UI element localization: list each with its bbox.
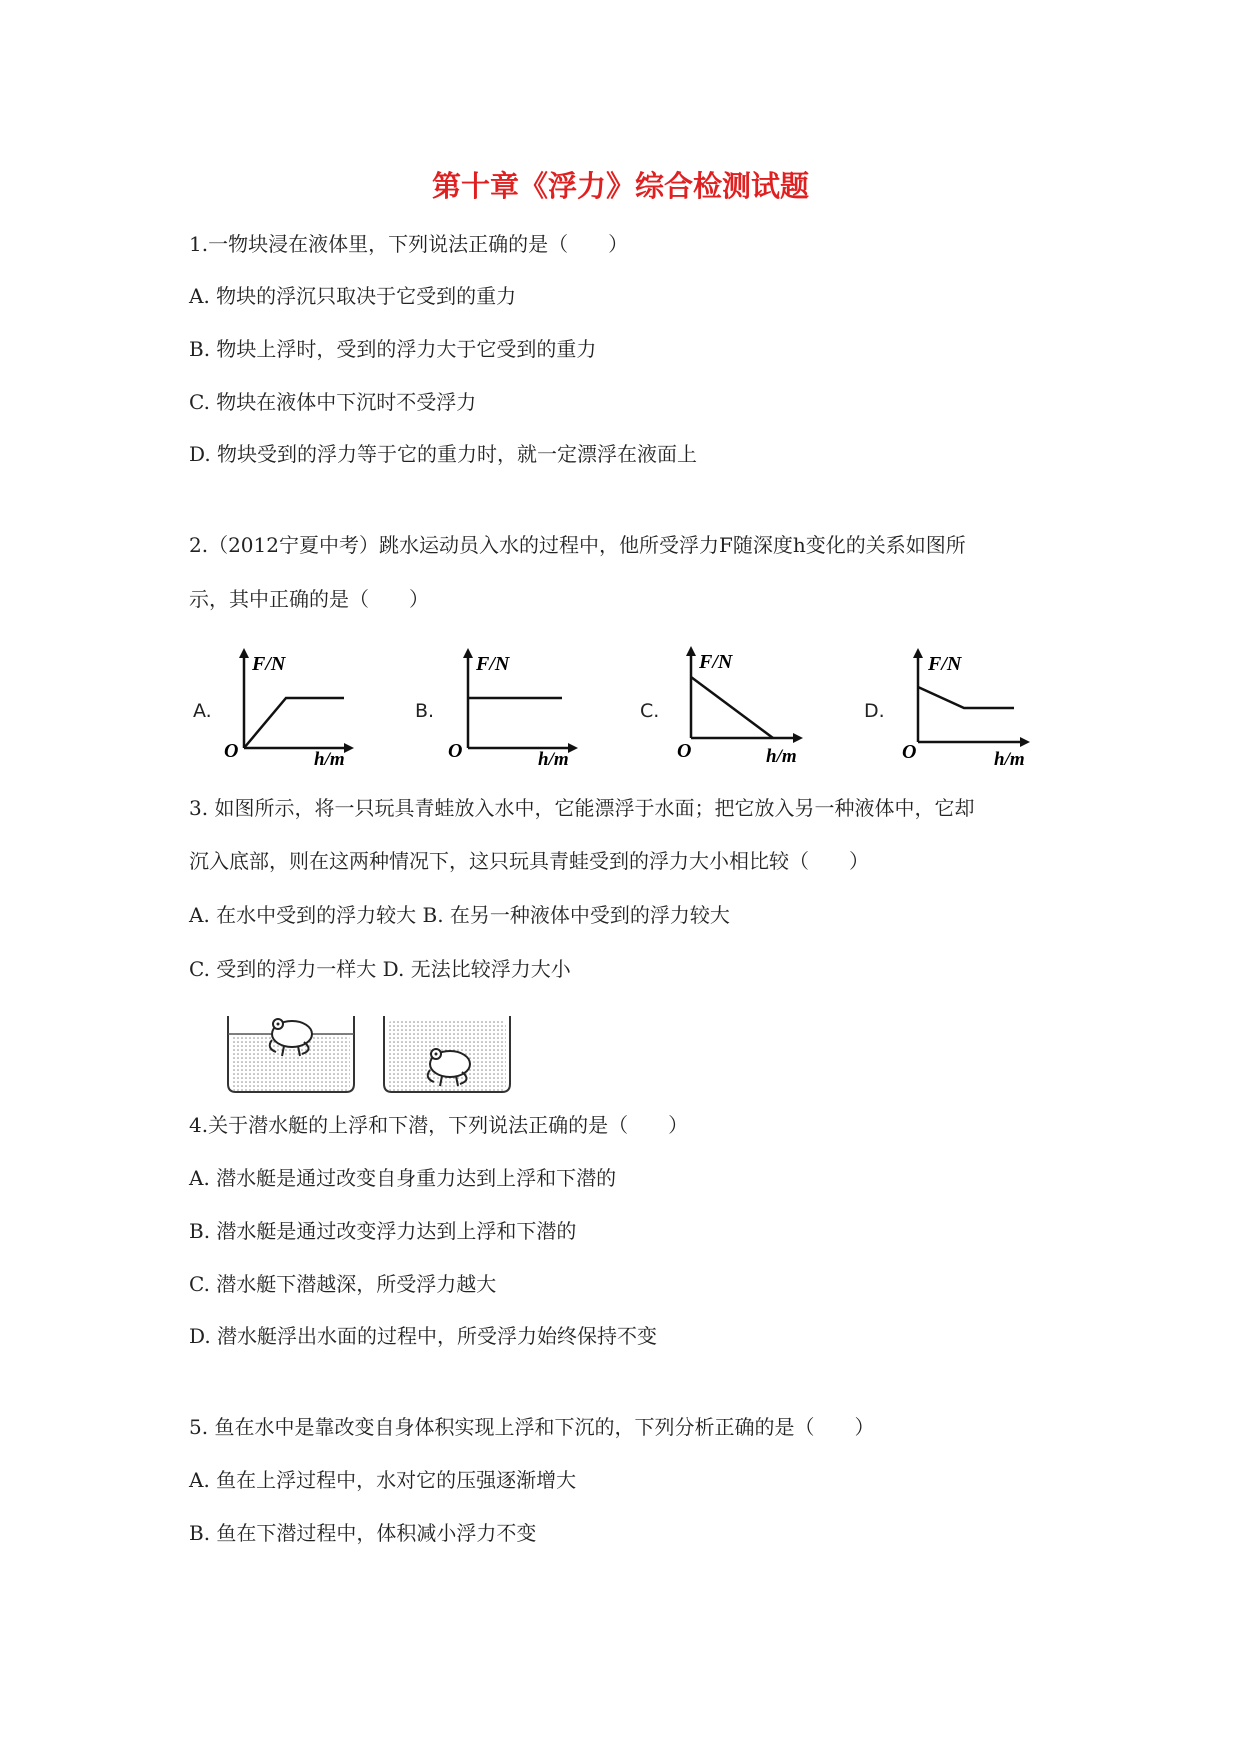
q4-option-c: C. 潜水艇下潜越深，所受浮力越大 — [189, 1272, 497, 1296]
graph-c-label: C. — [640, 700, 660, 722]
graph-a-label: A. — [193, 700, 212, 722]
graph-a-x-arrow — [344, 743, 354, 753]
graph-c-y-arrow — [686, 646, 696, 656]
q1-option-b: B. 物块上浮时，受到的浮力大于它受到的重力 — [189, 337, 597, 361]
graph-c-curve — [691, 677, 773, 738]
graph-b-x-arrow — [568, 743, 578, 753]
q4-option-a: A. 潜水艇是通过改变自身重力达到上浮和下潜的 — [189, 1166, 617, 1190]
graph-a-curve — [244, 698, 344, 748]
graph-d-ylabel: F/N — [928, 653, 962, 675]
q5-option-b: B. 鱼在下潜过程中，体积减小浮力不变 — [189, 1521, 537, 1545]
q4-stem: 4.关于潜水艇的上浮和下潜，下列说法正确的是（ ） — [189, 1113, 689, 1137]
q1-option-c: C. 物块在液体中下沉时不受浮力 — [189, 390, 477, 414]
graph-b-y-arrow — [463, 648, 473, 658]
graph-a-origin: O — [224, 740, 239, 762]
graph-c — [667, 643, 817, 765]
graph-b-xlabel: h/m — [538, 749, 569, 765]
q2-stem-line1: 2.（2012宁夏中考）跳水运动员入水的过程中，他所受浮力F随深度h变化的关系如图所 — [189, 533, 966, 557]
graph-b — [444, 645, 594, 765]
q3-stem-line2: 沉入底部，则在这两种情况下，这只玩具青蛙受到的浮力大小相比较（ ） — [189, 849, 869, 873]
graph-d-curve — [918, 687, 1014, 708]
graph-d — [894, 645, 1054, 767]
q3-options-line2: C. 受到的浮力一样大 D. 无法比较浮力大小 — [189, 957, 571, 981]
graph-d-label: D. — [864, 700, 885, 722]
q5-stem: 5. 鱼在水中是靠改变自身体积实现上浮和下沉的，下列分析正确的是（ ） — [189, 1415, 875, 1439]
q5-option-a: A. 鱼在上浮过程中，水对它的压强逐渐增大 — [189, 1468, 577, 1492]
q1-option-a: A. 物块的浮沉只取决于它受到的重力 — [189, 284, 517, 308]
graph-d-xlabel: h/m — [994, 749, 1025, 767]
graph-b-label: B. — [415, 700, 435, 722]
graph-a-xlabel: h/m — [314, 749, 345, 765]
frog-beakers-figure — [224, 1012, 524, 1096]
graph-c-ylabel: F/N — [699, 651, 733, 673]
graph-b-origin: O — [448, 740, 463, 762]
q1-option-d: D. 物块受到的浮力等于它的重力时，就一定漂浮在液面上 — [189, 442, 698, 466]
graph-d-y-arrow — [913, 648, 923, 658]
graph-a — [220, 645, 370, 765]
graph-a-y-arrow — [239, 648, 249, 658]
graph-d-origin: O — [902, 741, 917, 763]
q2-stem-line2: 示，其中正确的是（ ） — [189, 587, 429, 611]
q4-option-d: D. 潜水艇浮出水面的过程中，所受浮力始终保持不变 — [189, 1324, 658, 1348]
graph-c-origin: O — [677, 740, 692, 762]
q4-option-b: B. 潜水艇是通过改变浮力达到上浮和下潜的 — [189, 1219, 577, 1243]
graph-b-ylabel: F/N — [476, 653, 510, 675]
graph-d-x-arrow — [1020, 737, 1030, 747]
page-title: 第十章《浮力》综合检测试题 — [431, 169, 809, 203]
q3-options-line1: A. 在水中受到的浮力较大 B. 在另一种液体中受到的浮力较大 — [189, 903, 730, 927]
graph-c-x-arrow — [793, 733, 803, 743]
graph-a-ylabel: F/N — [252, 653, 286, 675]
graph-c-xlabel: h/m — [766, 746, 797, 765]
q1-stem: 1.一物块浸在液体里，下列说法正确的是（ ） — [189, 232, 629, 256]
q3-stem-line1: 3. 如图所示，将一只玩具青蛙放入水中，它能漂浮于水面；把它放入另一种液体中，它却 — [189, 796, 975, 820]
